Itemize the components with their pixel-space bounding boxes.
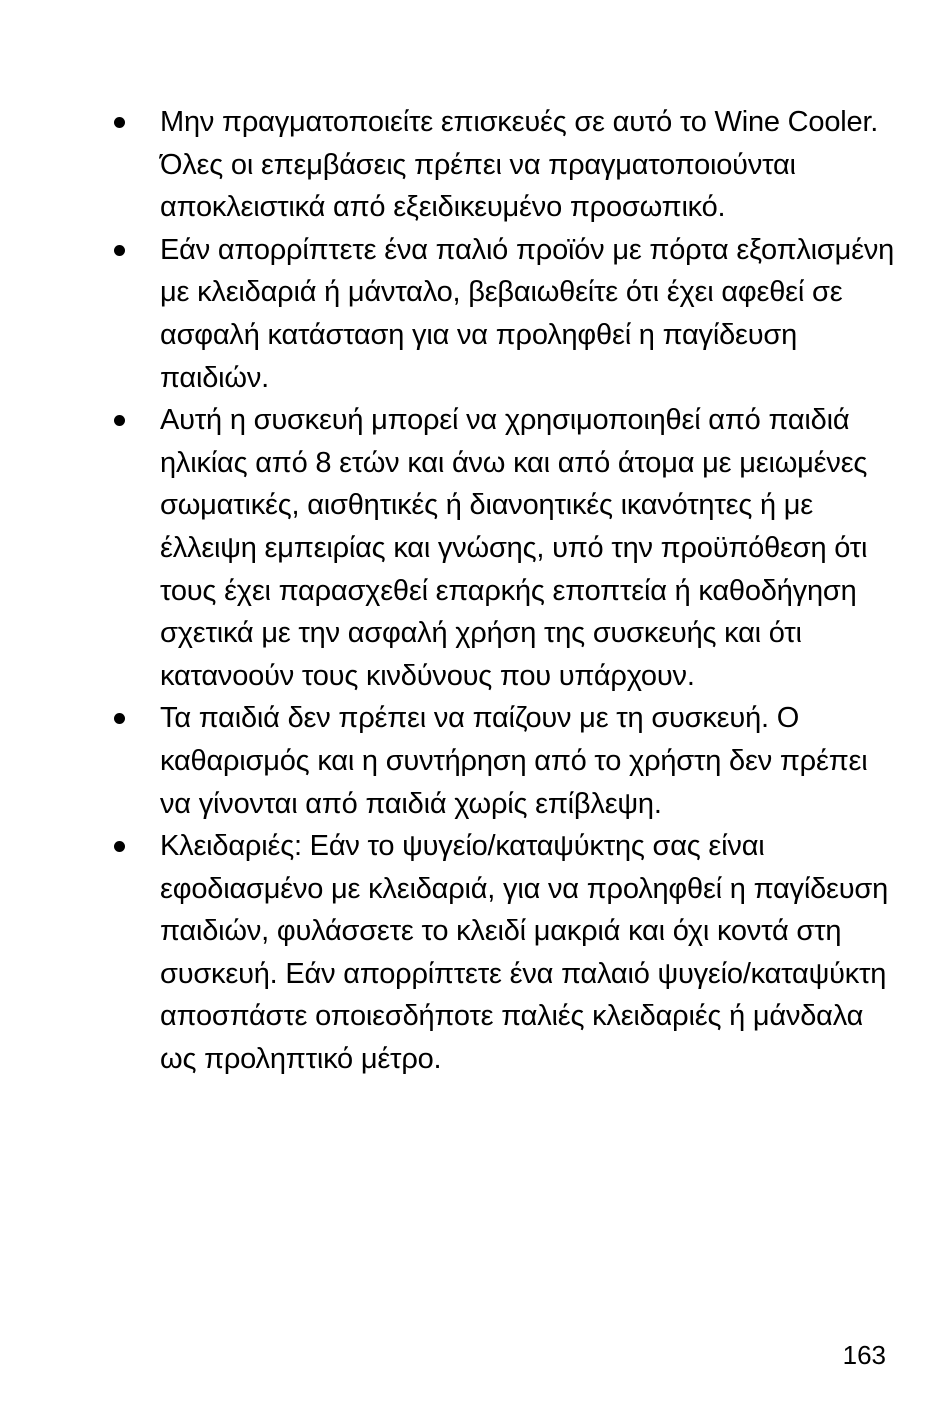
list-item bbox=[108, 399, 898, 697]
list-item-text: Τα παιδιά δεν πρέπει να παίζουν με τη συσκευή. Ο καθαρισμός και η συντήρηση από το χρήστη δεν πρέπει να γίνονται από παιδιά χωρίς επίβλεψη. bbox=[160, 702, 868, 820]
list-item-text: Αυτή η συσκευή μπορεί να χρησιμοποιηθεί από παιδιά ηλικίας από 8 ετών και άνω και από άτομα με μειωμένες σωματικές, αισθητικές ή διανοητικές ικανότητες ή με έλλειψη εμπειρίας και γνώσης, υπό την προϋπόθεση ότι τους έχει παρασχεθεί επαρκής εποπτεία ή καθοδήγηση σχετικά με την ασφαλή χρήση της συσκευής και ότι κατανοούν τους κινδύνους που υπάρχουν. bbox=[160, 404, 868, 692]
bullet-icon bbox=[114, 713, 125, 724]
bullet-icon bbox=[114, 841, 125, 852]
list-item bbox=[108, 697, 898, 825]
list-item-text: Κλειδαριές: Εάν το ψυγείο/καταψύκτης σας είναι εφοδιασμένο με κλειδαριά, για να προληφθεί η παγίδευση παιδιών, φυλάσσετε το κλειδί μακριά και όχι κοντά στη συσκευή. Εάν απορρίπτετε ένα παλαιό ψυγείο/καταψύκτη αποσπάστε οποιεσδήποτε παλιές κλειδαριές ή μάνδαλα ως προληπτικό μέτρο. bbox=[160, 830, 889, 1076]
bullet-icon bbox=[114, 415, 125, 426]
list-item bbox=[108, 229, 898, 399]
list-item-text: Εάν απορρίπτετε ένα παλιό προϊόν με πόρτα εξοπλισμένη με κλειδαριά ή μάνταλο, βεβαιωθείτε ότι έχει αφεθεί σε ασφαλή κατάσταση για να προληφθεί η παγίδευση παιδιών. bbox=[160, 233, 895, 394]
list-item bbox=[108, 101, 898, 229]
bullet-icon bbox=[114, 245, 125, 256]
list-item-text: Μην πραγματοποιείτε επισκευές σε αυτό το Wine Cooler. Όλες οι επεμβάσεις πρέπει να πραγματοποιούνται αποκλειστικά από εξειδικευμένο προσωπικό. bbox=[160, 106, 879, 224]
list-item bbox=[108, 825, 898, 1081]
bullet-icon bbox=[114, 117, 125, 128]
page-number: 163 bbox=[842, 1340, 886, 1370]
safety-instructions-list bbox=[108, 101, 898, 1081]
